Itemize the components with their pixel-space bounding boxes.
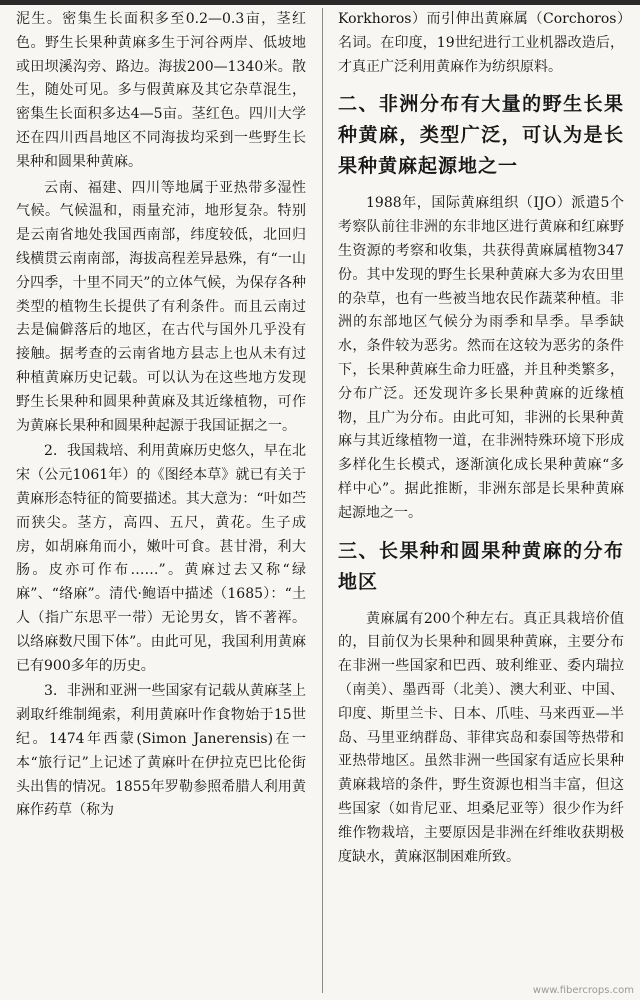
column-divider [322, 8, 323, 993]
section-heading-3: 三、长果种和圆果种黄麻的分布地区 [338, 539, 624, 593]
paragraph-etymology: Korkhoros）而引伸出黄麻属（Corchoros）名词。在印度，19世纪进行工业机器改造后，才真正广泛利用黄麻作为纺织原料。 [338, 11, 624, 75]
left-column [16, 8, 306, 993]
right-column [338, 8, 624, 993]
paragraph-africa-asia-records: 3．非洲和亚洲一些国家有记载从黄麻茎上剥取纤维制绳索，利用黄麻叶作食物始于15世纪。1474年西蒙(Simon Janerensis)在一本“旅行记”上记述了黄麻叶在伊拉克巴比伦街头出售的情况。1855年罗勒参照希腊人利用黄麻作药草（称为 [16, 683, 306, 819]
watermark: www.fibercrops.com [532, 985, 634, 996]
paragraph-ijo-survey: 1988年，国际黄麻组织（IJO）派遣5个考察队前往非洲的东非地区进行黄麻和红麻野生资源的考察和收集，共获得黄麻属植物347份。其中发现的野生长果种黄麻大多为农田里的杂草，也有一些被当地农民作蔬菜种植。非洲的东部地区气候分为雨季和旱季。旱季缺水，条件较为恶劣。然而在这较为恶劣的条件下，长果种黄麻生命力旺盛，并且种类繁多，分布广泛。还发现许多长果种黄麻的近缘植物，且广为分布。由此可知，非洲的长果种黄麻与其近缘植物一道，在非洲特殊环境下形成多样化生长模式，逐渐演化成长果种黄麻“多样中心”。据此推断，非洲东部是长果种黄麻起源地之一。 [338, 195, 624, 521]
section-heading-2: 二、非洲分布有大量的野生长果种黄麻，类型广泛，可认为是长果种黄麻起源地之一 [338, 93, 624, 178]
page-top-rule [0, 0, 640, 5]
paragraph-cultivation-history: 2．我国栽培、利用黄麻历史悠久，早在北宋（公元1061年）的《图经本草》就已有关于黄麻形态特征的简要描述。其大意为：“叶如苎而狭尖。茎方，高四、五尺，黄花。生子成房，如胡麻角而小，嫩叶可食。甚甘滑，利大肠。皮亦可作布……”。黄麻过去又称“绿麻”、“络麻”。清代·鲍语中描述（1685）：“土人（指广东思平一带）无论男女，皆不著裈。以络麻数尺围下体”。由此可见，我国利用黄麻已有900多年的历史。 [16, 443, 306, 674]
paragraph-continued: 泥生。密集生长面积多至0.2—0.3亩，茎红色。野生长果种黄麻多生于河谷两岸、低坡地或田坝溪沟旁、路边。海拔200—1340米。散生，随处可见。多与假黄麻及其它杂草混生，密集生长面积多达4—5亩。茎红色。四川大学还在四川西昌地区不同海拔均采到一些野生长果种和圆果种黄麻。 [16, 11, 306, 170]
paragraph-distribution: 黄麻属有200个种左右。真正具栽培价值的，目前仅为长果种和圆果种黄麻，主要分布在非洲一些国家和巴西、玻利维亚、委内瑞拉（南美）、墨西哥（北美）、澳大利亚、中国、印度、斯里兰卡、日本、爪哇、马来西亚—半岛、马里亚纳群岛、菲律宾岛和泰国等热带和亚热带地区。虽然非洲一些国家有适应长果种黄麻栽培的条件，野生资源也相当丰富，但这些国家（如肯尼亚、坦桑尼亚等）很少作为纤维作物栽培，主要原因是非洲在纤维收获期极度缺水，黄麻沤制困难所致。 [338, 610, 624, 865]
paragraph-climate-evidence: 云南、福建、四川等地属于亚热带多湿性气候。气候温和，雨量充沛，地形复杂。特别是云南省地处我国西南部，纬度较低，北回归线横贯云南南部，海拔高程差异悬殊，有“一山分四季，十里不同天”的立体气候，为保存各种类型的植物生长提供了有利条件。而且云南过去是偏僻落后的地区，在古代与国外几乎没有接触。据考查的云南省地方县志上也从未有过种植黄麻历史记载。可以认为在这些地方发现野生长果种和圆果种黄麻及其近缘植物，可作为黄麻长果种和圆果种起源于我国证据之一。 [16, 179, 306, 434]
